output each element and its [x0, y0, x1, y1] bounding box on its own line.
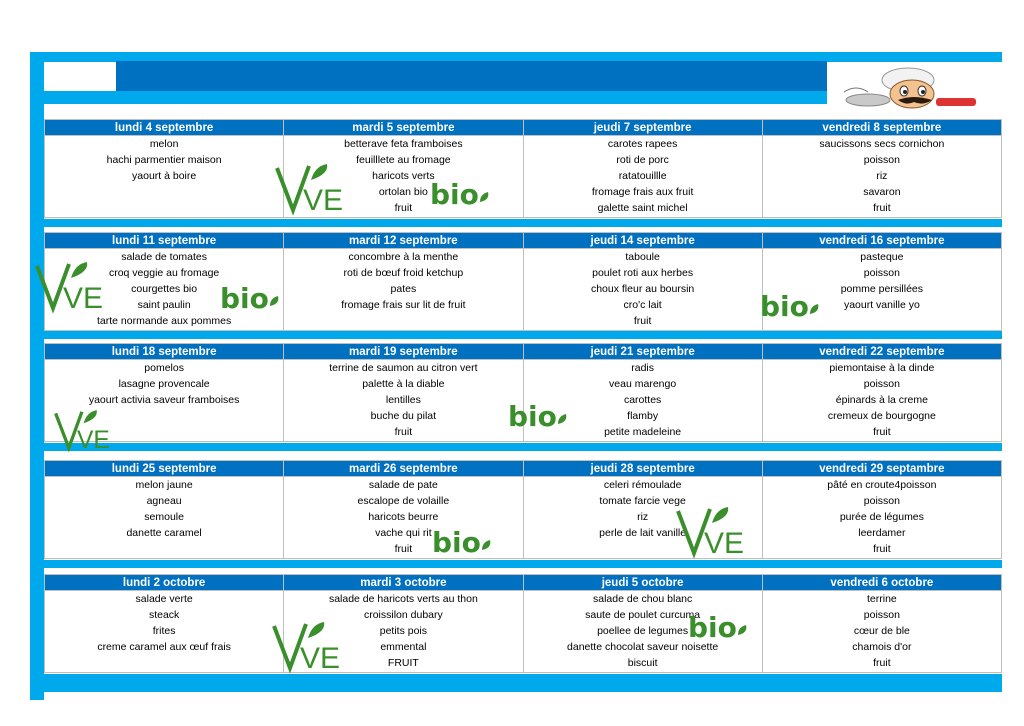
- week-separator: [44, 331, 1002, 339]
- menu-item: pasteque: [860, 251, 904, 263]
- menu-item: melon: [149, 138, 179, 150]
- menu-item: ortolan bio: [378, 186, 428, 198]
- week-separator: [44, 560, 1002, 568]
- week-1: [44, 119, 1002, 218]
- menu-item: celeri rémoulade: [603, 479, 682, 491]
- menu-item: saute de poulet curcuma: [585, 609, 701, 621]
- bottom-strip: [44, 674, 1002, 692]
- menu-item: carotes rapees: [607, 138, 678, 150]
- day-menu: [763, 591, 1001, 671]
- svg-text:VE: VE: [77, 426, 110, 454]
- menu-item: haricots verts: [372, 170, 435, 182]
- menu-item: betterave feta framboises: [344, 138, 463, 150]
- menu-item: poisson: [863, 267, 900, 279]
- day-header: lundi 4 septembre: [45, 120, 284, 136]
- menu-item: vache qui rit: [375, 527, 432, 539]
- week-table: [44, 574, 1002, 673]
- day-header: mardi 12 septembre: [284, 233, 523, 249]
- veggie-ve-logo-icon: [275, 160, 344, 217]
- menu-item: savaron: [863, 186, 901, 198]
- day-header: mardi 26 septembre: [284, 461, 523, 477]
- day-header: vendredi 22 septembre: [762, 344, 1001, 360]
- menu-item: petite madeleine: [604, 426, 682, 438]
- frame-left-bar: [30, 52, 44, 700]
- day-header: vendredi 8 septembre: [762, 120, 1001, 136]
- menu-item: courgettes bio: [131, 283, 198, 295]
- menu-item: saint paulin: [137, 299, 191, 311]
- menu-item: fruit: [873, 202, 891, 214]
- day-header: lundi 18 septembre: [45, 344, 284, 360]
- menu-item: saucissons secs cornichon: [819, 138, 945, 150]
- veggie-ve-logo-icon: [54, 406, 110, 454]
- menu-item: pâté en croute4poisson: [827, 479, 937, 491]
- day-header: vendredi 16 septembre: [762, 233, 1001, 249]
- menu-item: hachi parmentier maison: [106, 154, 222, 166]
- menu-item: feuilllete au fromage: [356, 154, 451, 166]
- day-menu: [763, 360, 1001, 440]
- menu-item: riz: [876, 170, 888, 182]
- svg-text:VE: VE: [63, 282, 104, 315]
- day-header: jeudi 5 octobre: [523, 575, 762, 591]
- day-header: vendredi 29 septambre: [762, 461, 1001, 477]
- menu-item: fruit: [394, 202, 413, 214]
- menu-item: salade de chou blanc: [593, 593, 693, 605]
- day-menu: [284, 249, 522, 313]
- menu-item: galette saint michel: [597, 202, 688, 214]
- bio-logo-icon: [220, 276, 282, 316]
- menu-item: flamby: [627, 410, 659, 422]
- day-header: lundi 2 octobre: [45, 575, 284, 591]
- day-header: lundi 25 septembre: [45, 461, 284, 477]
- menu-item: poisson: [863, 154, 900, 166]
- week-separator: [44, 443, 1002, 451]
- day-header: jeudi 21 septembre: [523, 344, 762, 360]
- week-table: [44, 460, 1002, 559]
- menu-item: tarte normande aux pommes: [97, 315, 232, 327]
- menu-item: fruit: [394, 543, 413, 555]
- menu-item: palette à la diable: [362, 378, 445, 390]
- day-menu: [763, 477, 1001, 557]
- menu-item: poisson: [863, 378, 900, 390]
- menu-item: danette caramel: [126, 527, 202, 539]
- veggie-ve-logo-icon: [272, 618, 341, 675]
- menu-item: fruit: [873, 657, 891, 669]
- svg-text:bio: bio: [688, 611, 737, 644]
- menu-item: buche du pilat: [370, 410, 437, 422]
- menu-item: petits pois: [379, 625, 428, 637]
- bio-logo-icon: [760, 284, 822, 324]
- menu-item: salade de haricots verts au thon: [328, 593, 478, 605]
- day-header: jeudi 28 septembre: [523, 461, 762, 477]
- menu-item: emmental: [380, 641, 427, 653]
- svg-text:VE: VE: [704, 527, 745, 560]
- menu-item: fromage frais sur lit de fruit: [341, 299, 466, 311]
- menu-item: poisson: [863, 609, 900, 621]
- menu-item: salade de tomates: [121, 251, 208, 263]
- bio-logo-icon: [508, 394, 570, 434]
- menu-item: pomelos: [144, 362, 184, 374]
- svg-text:bio: bio: [430, 178, 479, 211]
- menu-item: yaourt vanille yo: [843, 299, 920, 311]
- menu-item: escalope de volaille: [357, 495, 450, 507]
- day-header: lundi 11 septembre: [45, 233, 284, 249]
- svg-text:bio: bio: [220, 282, 269, 315]
- menu-item: croq veggie au fromage: [108, 267, 220, 279]
- menu-item: purée de légumes: [839, 511, 924, 523]
- menu-item: fruit: [633, 315, 652, 327]
- menu-item: veau marengo: [609, 378, 677, 390]
- menu-item: fromage frais aux fruit: [591, 186, 694, 198]
- day-header: jeudi 14 septembre: [523, 233, 762, 249]
- day-menu: [45, 477, 283, 541]
- menu-item: yaourt à boire: [132, 170, 197, 182]
- menu-item: croissilon dubary: [363, 609, 443, 621]
- menu-item: melon jaune: [135, 479, 193, 491]
- menu-item: semoule: [144, 511, 184, 523]
- menu-item: chamois d'or: [852, 641, 912, 653]
- menu-item: roti de porc: [616, 154, 669, 166]
- menu-item: concombre à la menthe: [348, 251, 459, 263]
- menu-item: fruit: [873, 543, 891, 555]
- menu-item: roti de bœuf froid ketchup: [343, 267, 464, 279]
- menu-item: cœur de ble: [853, 625, 910, 637]
- menu-item: biscuit: [627, 657, 658, 669]
- veggie-ve-logo-icon: [676, 503, 745, 560]
- bio-logo-icon: [688, 605, 750, 645]
- menu-item: fruit: [394, 426, 413, 438]
- menu-item: poisson: [863, 495, 900, 507]
- menu-item: terrine de saumon au citron vert: [329, 362, 478, 374]
- svg-text:bio: bio: [760, 290, 809, 323]
- bio-logo-icon: [430, 172, 492, 212]
- menu-item: radis: [631, 362, 654, 374]
- veggie-ve-logo-icon: [35, 258, 104, 315]
- menu-item: haricots beurre: [368, 511, 439, 523]
- day-menu: [524, 136, 762, 216]
- day-menu: [284, 360, 522, 440]
- menu-item: cro'c lait: [623, 299, 662, 311]
- week-table: [44, 232, 1002, 331]
- menu-item: agneau: [146, 495, 182, 507]
- menu-item: fruit: [873, 426, 891, 438]
- menu-item: danette chocolat saveur noisette: [567, 641, 719, 653]
- chef-illustration-icon: [838, 62, 988, 110]
- svg-text:bio: bio: [508, 400, 557, 433]
- svg-text:VE: VE: [300, 642, 341, 675]
- week-2: [44, 232, 1002, 331]
- menu-item: tomate farcie vege: [599, 495, 686, 507]
- day-menu: [763, 136, 1001, 216]
- menu-item: carottes: [623, 394, 662, 406]
- day-header: vendredi 6 octobre: [762, 575, 1001, 591]
- day-menu: [45, 360, 283, 408]
- menu-item: frites: [152, 625, 176, 637]
- day-menu: [524, 249, 762, 329]
- menu-item: pates: [390, 283, 417, 295]
- menu-item: taboule: [625, 251, 660, 263]
- day-header: mardi 19 septembre: [284, 344, 523, 360]
- menu-item: pomme persillées: [840, 283, 924, 295]
- menu-item: ratatouillle: [618, 170, 667, 182]
- menu-item: creme caramel aux œuf frais: [97, 641, 231, 653]
- day-menu: [45, 136, 283, 184]
- menu-item: lasagne provencale: [118, 378, 210, 390]
- week-separator: [44, 219, 1002, 227]
- day-header: mardi 3 octobre: [284, 575, 523, 591]
- menu-item: perle de lait vanille: [599, 527, 687, 539]
- week-table: [44, 119, 1002, 218]
- menu-item: piemontaise à la dinde: [829, 362, 935, 374]
- bio-logo-icon: [432, 520, 494, 560]
- week-5: [44, 574, 1002, 673]
- menu-item: terrine: [866, 593, 897, 605]
- menu-item: poulet roti aux herbes: [592, 267, 694, 279]
- menu-item: riz: [637, 511, 649, 523]
- menu-item: poellee de legumes: [597, 625, 689, 637]
- menu-item: salade de pate: [368, 479, 438, 491]
- menu-item: leerdamer: [858, 527, 906, 539]
- header-strip: [44, 91, 827, 104]
- header-banner: [116, 61, 827, 91]
- menu-item: steack: [148, 609, 180, 621]
- svg-text:bio: bio: [432, 526, 481, 559]
- menu-item: choux fleur au boursin: [590, 283, 695, 295]
- menu-item: yaourt activia saveur framboises: [88, 394, 240, 406]
- menu-item: cremeux de bourgogne: [827, 410, 936, 422]
- menu-item: épinards à la creme: [835, 394, 928, 406]
- menu-item: salade verte: [135, 593, 193, 605]
- menu-item: lentilles: [385, 394, 421, 406]
- svg-text:VE: VE: [303, 184, 344, 217]
- week-4: [44, 460, 1002, 559]
- day-header: mardi 5 septembre: [284, 120, 523, 136]
- menu-item: FRUIT: [387, 657, 419, 669]
- day-header: jeudi 7 septembre: [523, 120, 762, 136]
- day-menu: [45, 591, 283, 655]
